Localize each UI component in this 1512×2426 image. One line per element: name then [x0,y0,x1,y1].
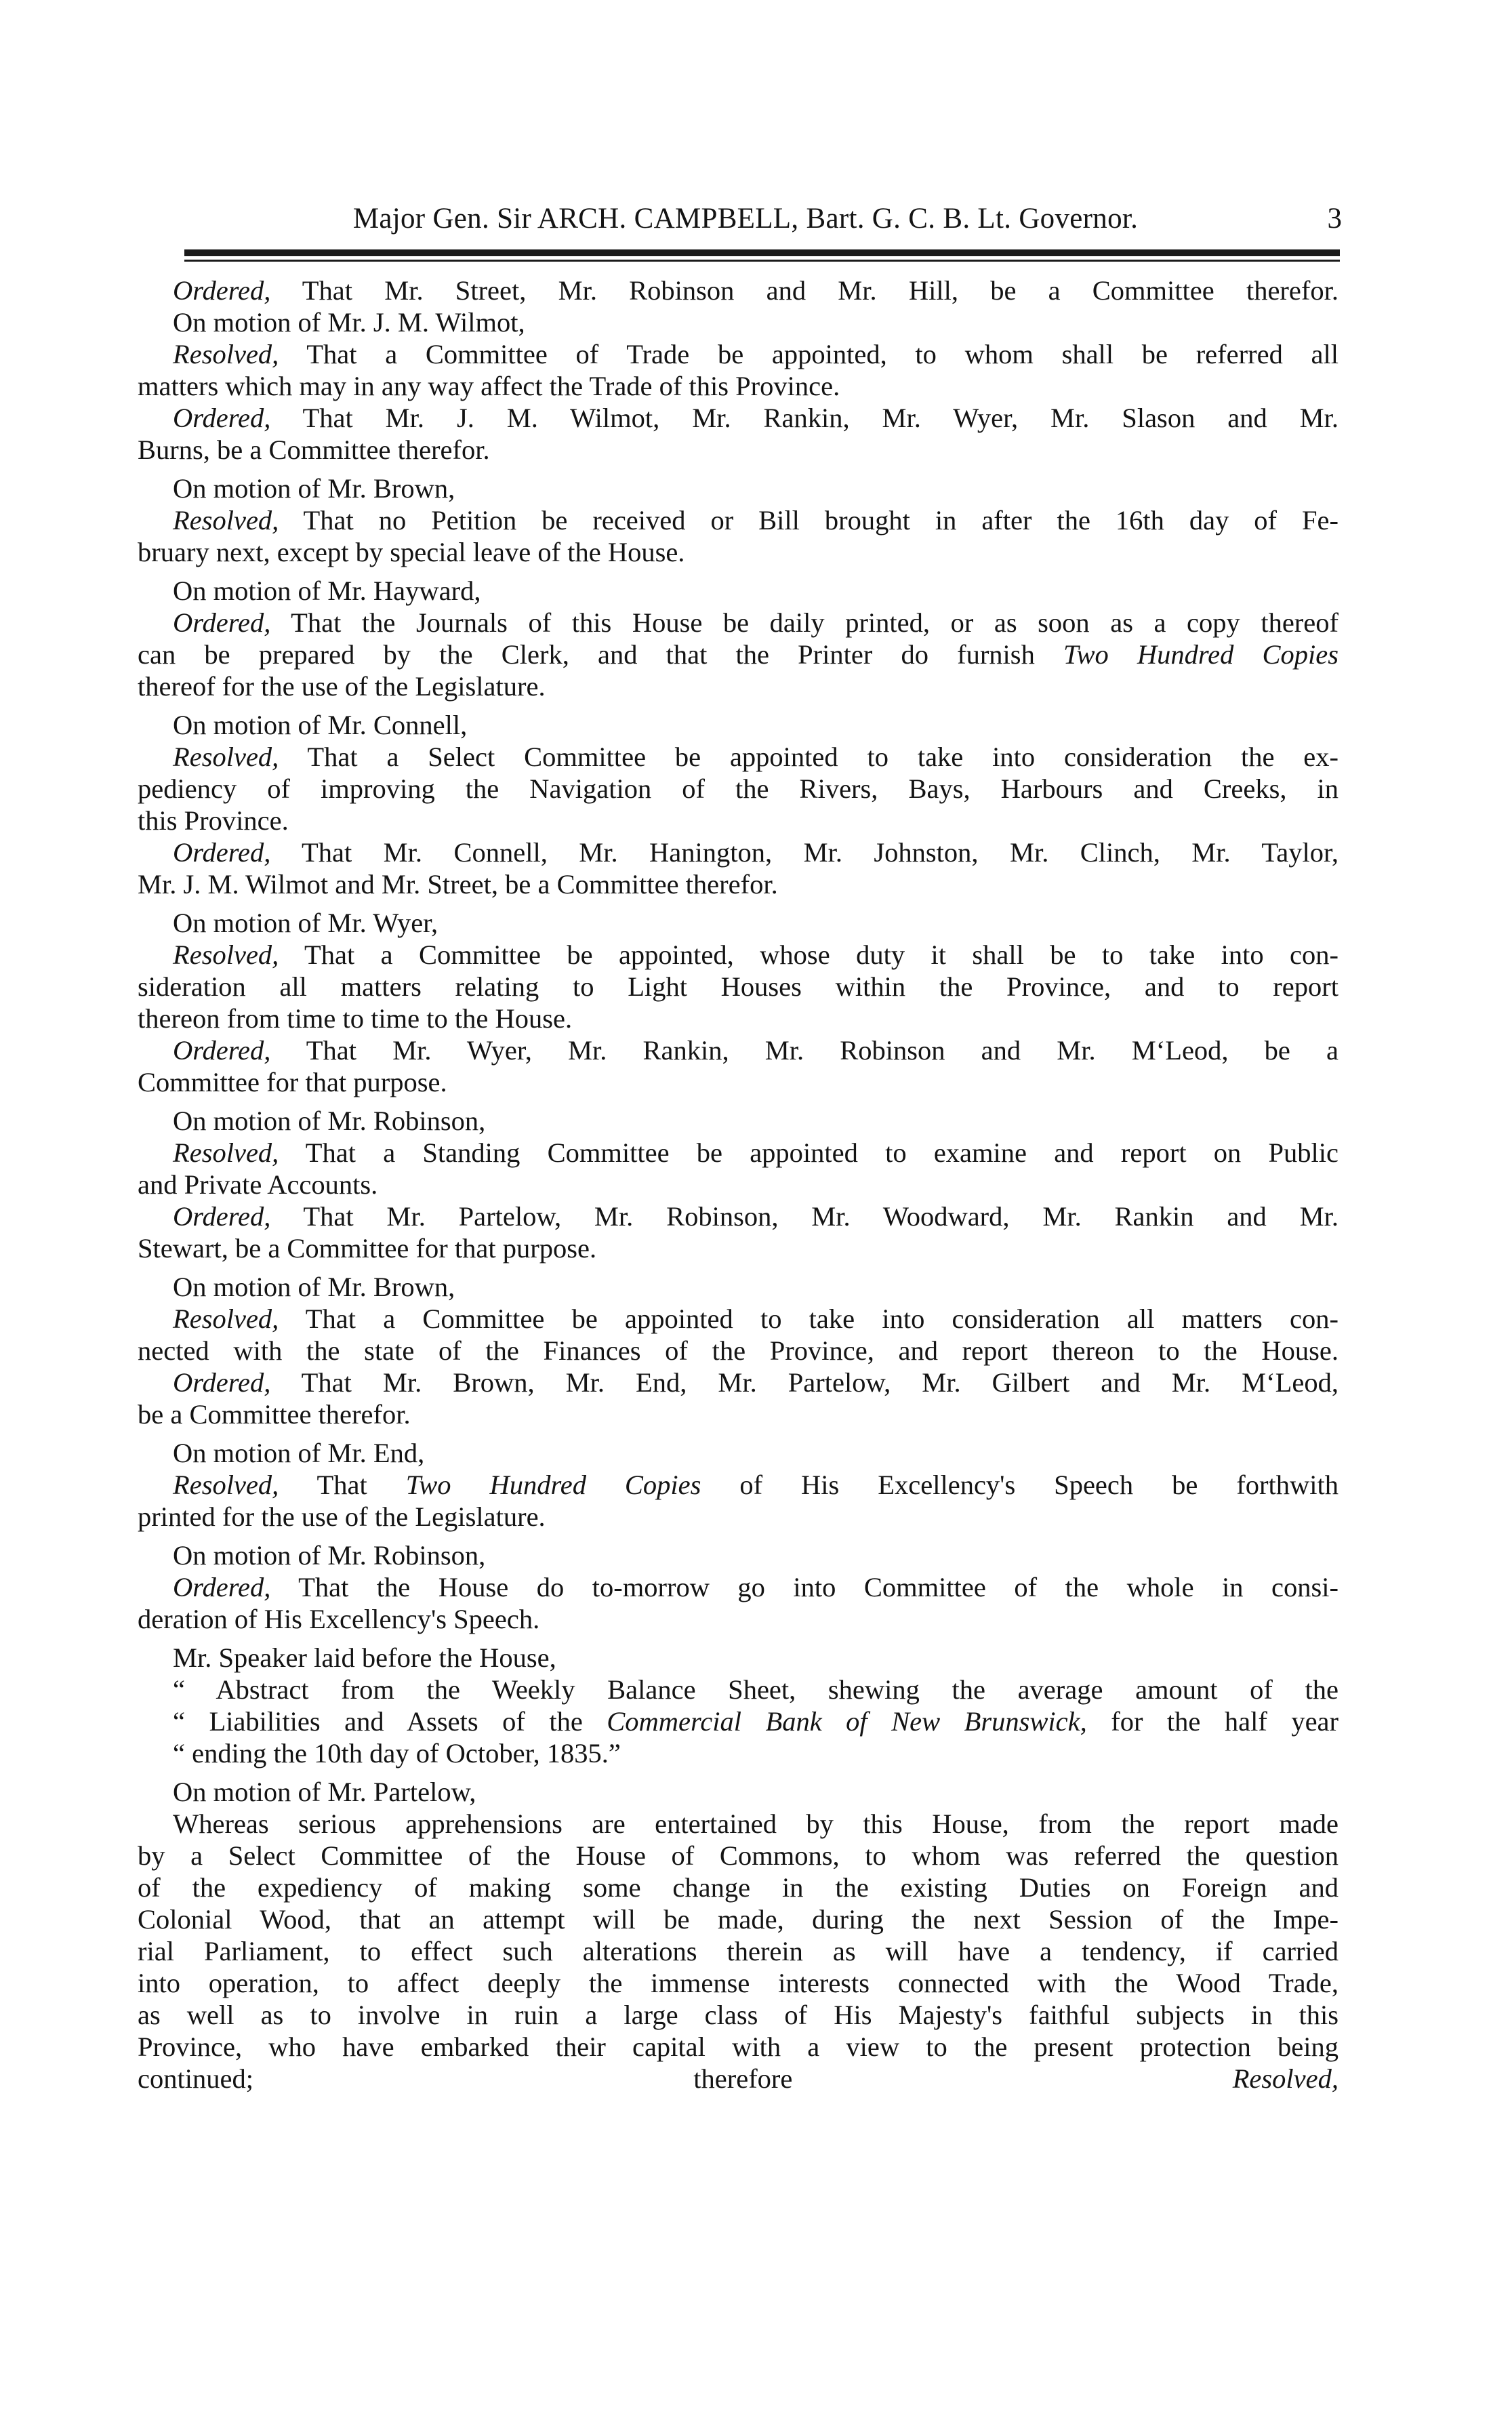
header-rule-thick [184,249,1340,256]
text-line: Ordered, That Mr. Brown, Mr. End, Mr. Partelow, Mr. Gilbert and Mr. M‘Leod, [173,1367,1339,1398]
text-line: Ordered, That Mr. Partelow, Mr. Robinson, Mr. Woodward, Mr. Rankin and Mr. [173,1201,1339,1232]
text-line: On motion of Mr. Robinson, [173,1106,486,1136]
text-line: bruary next, except by special leave of the House. [138,537,685,567]
text-line: Mr. J. M. Wilmot and Mr. Street, be a Committee therefor. [138,869,778,899]
header-rule-thin [184,260,1340,262]
text-line: On motion of Mr. Partelow, [173,1777,476,1807]
running-header [203,199,1342,246]
text-line: into operation, to affect deeply the immense interests connected with the Wood Trade, [138,1968,1339,1998]
journal-text [138,275,1339,2095]
text-line: rial Parliament, to effect such alterations therein as will have a tendency, if carried [138,1936,1339,1966]
text-line: and Private Accounts. [138,1169,378,1200]
text-line: Resolved, That no Petition be received or Bill brought in after the 16th day of Fe- [173,505,1339,535]
text-line: printed for the use of the Legislature. [138,1501,546,1532]
text-line: Ordered, That Mr. Street, Mr. Robinson and Mr. Hill, be a Committee therefor. [173,275,1339,306]
text-line: Whereas serious apprehensions are entertained by this House, from the report made [173,1808,1339,1839]
text-line: On motion of Mr. Brown, [173,473,455,504]
text-line: On motion of Mr. End, [173,1438,425,1468]
text-line: deration of His Excellency's Speech. [138,1604,540,1634]
text-line: Colonial Wood, that an attempt will be made, during the next Session of the Impe- [138,1904,1339,1935]
text-line: On motion of Mr. Brown, [173,1272,455,1302]
text-line: Resolved, That Two Hundred Copies of His Excellency's Speech be forthwith [173,1470,1339,1500]
text-line: On motion of Mr. Wyer, [173,908,438,938]
text-line: nected with the state of the Finances of the Province, and report thereon to the House. [138,1335,1339,1366]
text-line: Resolved, That a Committee be appointed to take into consideration all matters con- [173,1303,1339,1334]
text-line: Ordered, That Mr. Connell, Mr. Hanington, Mr. Johnston, Mr. Clinch, Mr. Taylor, [173,837,1339,868]
text-line: Resolved, That a Standing Committee be appointed to examine and report on Public [173,1137,1339,1168]
text-line: On motion of Mr. Hayward, [173,575,481,606]
text-line: “ ending the 10th day of October, 1835.” [173,1738,621,1768]
text-line: Resolved, That a Select Committee be appointed to take into consideration the ex- [173,742,1339,772]
text-line: Province, who have embarked their capital with a view to the present protection being [138,2031,1339,2062]
text-line: Ordered, That the House do to-morrow go into Committee of the whole in consi- [173,1572,1339,1602]
text-line: be a Committee therefor. [138,1399,411,1430]
text-line: as well as to involve in ruin a large class of His Majesty's faithful subjects in this [138,2000,1339,2030]
text-line: can be prepared by the Clerk, and that the Printer do furnish Two Hundred Copies [138,639,1339,670]
text-line: Burns, be a Committee therefor. [138,434,490,465]
text-line: “ Abstract from the Weekly Balance Sheet, shewing the average amount of the [173,1674,1339,1705]
text-line: Ordered, That Mr. Wyer, Mr. Rankin, Mr. Robinson and Mr. M‘Leod, be a [173,1035,1339,1066]
text-line: Resolved, That a Committee be appointed, whose duty it shall be to take into con- [173,939,1339,970]
text-line: On motion of Mr. Robinson, [173,1540,486,1571]
text-line: sideration all matters relating to Light Houses within the Province, and to report [138,971,1339,1002]
text-line: Ordered, That the Journals of this House be daily printed, or as soon as a copy thereof [173,607,1339,638]
text-line: thereon from time to time to the House. [138,1003,573,1034]
text-line: pediency of improving the Navigation of the Rivers, Bays, Harbours and Creeks, in [138,773,1339,804]
text-line: Mr. Speaker laid before the House, [173,1642,556,1673]
text-line: Resolved, That a Committee of Trade be appointed, to whom shall be referred all [173,339,1339,369]
text-line: “ Liabilities and Assets of the Commercial Bank of New Brunswick, for the half year [173,1706,1339,1737]
text-line: On motion of Mr. Connell, [173,710,468,740]
text-line: Ordered, That Mr. J. M. Wilmot, Mr. Rankin, Mr. Wyer, Mr. Slason and Mr. [173,403,1339,433]
text-line: continued; therefore Resolved, [138,2063,1339,2094]
header-title: Major Gen. Sir ARCH. CAMPBELL, Bart. G. C. B. Lt. Governor. [352,203,1139,235]
text-line: thereof for the use of the Legislature. [138,671,546,702]
text-line: matters which may in any way affect the Trade of this Province. [138,371,840,401]
text-line: On motion of Mr. J. M. Wilmot, [173,307,525,338]
text-line: by a Select Committee of the House of Commons, to whom was referred the question [138,1840,1339,1871]
text-line: Committee for that purpose. [138,1067,447,1097]
text-line: this Province. [138,805,289,836]
text-line: of the expediency of making some change in the existing Duties on Foreign and [138,1872,1339,1903]
text-line: Stewart, be a Committee for that purpose. [138,1233,597,1263]
page-number: 3 [1327,203,1342,235]
